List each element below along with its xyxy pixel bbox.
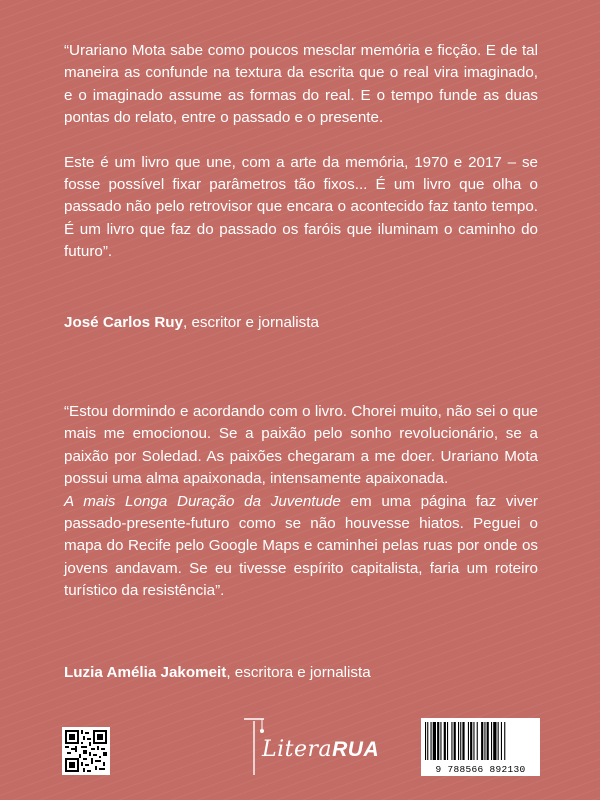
logo-accent: RUA [332, 738, 380, 761]
quote-jose-carlos-ruy [64, 40, 538, 264]
quote1-paragraph1: “Urariano Mota sabe como poucos mesclar memória e ficção. E de tal maneira as confunde na textura da escrita que o real vira imaginado, e o imaginado assume as formas do real. E o tempo funde as duas pontas do relato, entre o passado e o presente. [64, 42, 538, 127]
isbn-barcode [421, 718, 540, 776]
logo-wordmark [262, 737, 379, 762]
author-name: José Carlos Ruy [64, 314, 184, 331]
quote2-part2: em uma página faz viver passado-presente-futuro como se não houvesse hiatos. Peguei o mapa do Recife pelo Google Maps e caminhei pelas ruas por onde os jovens andavam. Se eu tivesse espírito capitalista, faria um roteiro turístico da resistência”. [64, 492, 538, 600]
literarua-logo [240, 715, 380, 783]
author-role: , escritor e jornalista [183, 314, 319, 331]
quote1-paragraph2: Este é um livro que une, com a arte da memória, 1970 e 2017 – se fosse possível fixar parâmetros tão fixos... É um livro que olha o passado não pelo retrovisor que encara o acontecido faz tanto tempo. É um livro que faz do passado os faróis que iluminam o caminho do futuro”. [64, 153, 538, 261]
author-name: Luzia Amélia Jakomeit [64, 664, 227, 681]
quote2-part1: “Estou dormindo e acordando com o livro. Chorei muito, não sei o que mais me emocionou. Se a paixão pelo sonho revolucionário, se a paixão por Soledad. As paixões chegaram a me doer. Urariano Mota possui uma alma apaixonada, intensamente apaixonada. [64, 403, 538, 488]
attribution-jose-carlos-ruy [64, 314, 319, 331]
attribution-luzia-amelia-jakomeit [64, 664, 371, 681]
barcode-number: 9 788566 892130 [435, 764, 526, 775]
barcode-bars [425, 722, 536, 760]
quote-luzia-amelia-jakomeit [64, 401, 538, 603]
quote2-text [64, 401, 538, 603]
logo-main: Litera [262, 737, 333, 762]
author-role: , escritora e jornalista [226, 664, 371, 681]
qr-code-icon [62, 727, 110, 775]
book-title: A mais Longa Duração da Juventude [64, 492, 341, 510]
